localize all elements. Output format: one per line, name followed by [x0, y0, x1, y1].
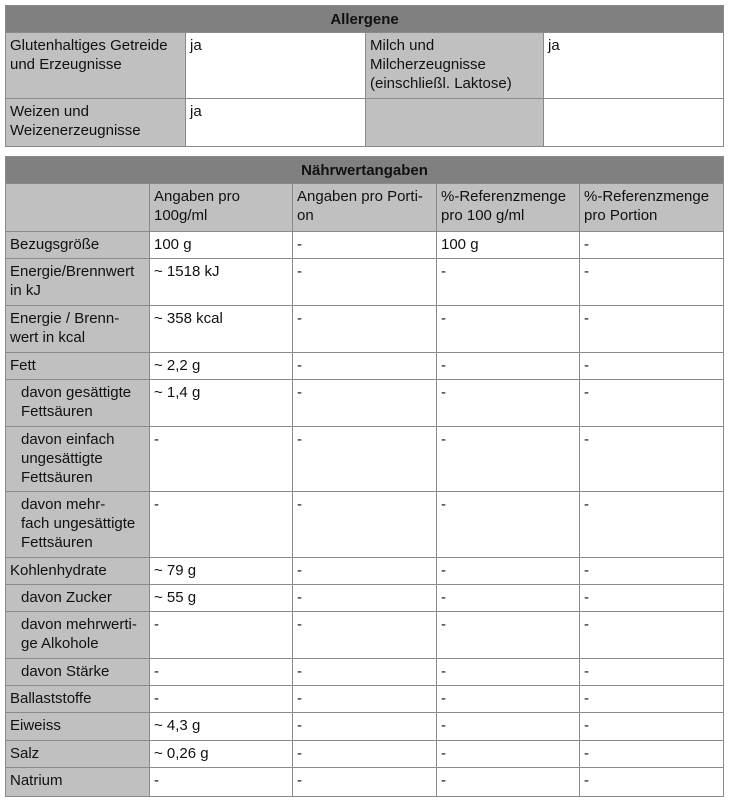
table-row	[6, 492, 724, 558]
allergen-value: ja	[544, 33, 724, 99]
nutrient-label: Energie / Brenn- wert in kcal	[6, 306, 150, 353]
nutrient-value: -	[150, 427, 293, 492]
nutrient-value: -	[437, 259, 580, 306]
nutrition-table	[5, 156, 724, 797]
nutrition-title: Nährwertangaben	[6, 157, 724, 184]
nutrient-value: -	[293, 427, 437, 492]
table-row	[6, 659, 724, 686]
allergen-label: Milch und Milcherzeugnisse (einschließl. Laktose)	[366, 33, 544, 99]
nutrient-label: Bezugsgröße	[6, 232, 150, 259]
nutrient-label: davon mehrwerti- ge Alkohole	[6, 612, 150, 659]
nutrient-value: -	[293, 741, 437, 768]
nutrient-value: ~ 358 kcal	[150, 306, 293, 353]
nutrient-label: davon gesättigte Fettsäuren	[6, 380, 150, 427]
nutrient-value: -	[150, 612, 293, 659]
nutrient-label: Eiweiss	[6, 713, 150, 741]
nutrient-value: ~ 2,2 g	[150, 353, 293, 380]
nutrient-value: 100 g	[437, 232, 580, 259]
nutrient-value: -	[437, 768, 580, 797]
table-row	[6, 259, 724, 306]
nutrient-value: -	[437, 612, 580, 659]
column-header: Angaben pro 100g/ml	[150, 184, 293, 232]
nutrient-value: -	[437, 585, 580, 612]
nutrient-value: -	[293, 306, 437, 353]
nutrient-value: -	[150, 686, 293, 713]
nutrient-value: ~ 79 g	[150, 558, 293, 585]
nutrient-value: -	[580, 427, 724, 492]
nutrient-value: -	[580, 659, 724, 686]
nutrient-value: -	[293, 686, 437, 713]
nutrient-label: davon Zucker	[6, 585, 150, 612]
nutrient-label: Salz	[6, 741, 150, 768]
allergen-label	[366, 99, 544, 147]
table-row	[6, 768, 724, 797]
nutrient-value: -	[150, 659, 293, 686]
table-row	[6, 558, 724, 585]
table-row	[6, 232, 724, 259]
nutrient-value: -	[437, 741, 580, 768]
nutrient-value: ~ 1518 kJ	[150, 259, 293, 306]
column-header: Angaben pro Porti- on	[293, 184, 437, 232]
nutrient-value: -	[150, 492, 293, 558]
nutrient-value: -	[580, 232, 724, 259]
nutrient-value: -	[293, 380, 437, 427]
allergen-table	[5, 5, 724, 147]
nutrient-value: -	[293, 558, 437, 585]
nutrient-label: davon einfach ungesättigte Fettsäuren	[6, 427, 150, 492]
nutrient-value: -	[437, 713, 580, 741]
nutrient-label: Fett	[6, 353, 150, 380]
nutrition-header-row	[6, 184, 724, 232]
table-row	[6, 741, 724, 768]
nutrient-value: -	[293, 353, 437, 380]
nutrient-value: -	[437, 686, 580, 713]
nutrient-value: -	[580, 741, 724, 768]
column-header: %-Referenzmenge pro Portion	[580, 184, 724, 232]
allergen-value	[544, 99, 724, 147]
table-row	[6, 686, 724, 713]
table-row	[6, 353, 724, 380]
nutrient-value: -	[293, 713, 437, 741]
allergen-label: Glutenhaltiges Getreide und Erzeugnisse	[6, 33, 186, 99]
nutrient-value: -	[580, 492, 724, 558]
nutrient-label: Kohlenhydrate	[6, 558, 150, 585]
nutrient-label: Natrium	[6, 768, 150, 797]
nutrient-value: -	[580, 306, 724, 353]
nutrient-value: ~ 1,4 g	[150, 380, 293, 427]
nutrient-value: -	[293, 492, 437, 558]
nutrient-value: 100 g	[150, 232, 293, 259]
nutrient-value: -	[580, 353, 724, 380]
allergen-title: Allergene	[6, 6, 724, 33]
nutrient-value: -	[580, 259, 724, 306]
nutrient-value: -	[580, 585, 724, 612]
nutrient-label: davon mehr- fach ungesättigte Fettsäuren	[6, 492, 150, 558]
nutrient-value: -	[580, 558, 724, 585]
nutrient-label: Ballaststoffe	[6, 686, 150, 713]
nutrient-value: -	[437, 492, 580, 558]
table-row	[6, 612, 724, 659]
nutrient-value: -	[437, 427, 580, 492]
nutrient-value: -	[293, 232, 437, 259]
nutrient-value: -	[293, 259, 437, 306]
nutrient-value: -	[293, 585, 437, 612]
nutrient-label: davon Stärke	[6, 659, 150, 686]
nutrient-value: -	[580, 612, 724, 659]
allergen-value: ja	[186, 99, 366, 147]
column-header	[6, 184, 150, 232]
nutrient-value: -	[580, 380, 724, 427]
table-row	[6, 427, 724, 492]
nutrient-value: -	[293, 659, 437, 686]
nutrient-value: ~ 4,3 g	[150, 713, 293, 741]
nutrient-value: ~ 0,26 g	[150, 741, 293, 768]
table-row	[6, 585, 724, 612]
nutrient-value: -	[437, 306, 580, 353]
nutrient-value: -	[437, 353, 580, 380]
nutrient-value: -	[437, 380, 580, 427]
column-header: %-Referenzmenge pro 100 g/ml	[437, 184, 580, 232]
nutrient-value: -	[580, 686, 724, 713]
allergen-value: ja	[186, 33, 366, 99]
allergen-label: Weizen und Weizenerzeugnisse	[6, 99, 186, 147]
nutrient-value: -	[293, 768, 437, 797]
table-row	[6, 380, 724, 427]
nutrient-value: -	[580, 713, 724, 741]
nutrient-value: -	[293, 612, 437, 659]
nutrient-value: -	[437, 558, 580, 585]
nutrient-value: -	[437, 659, 580, 686]
nutrient-value: -	[580, 768, 724, 797]
nutrient-value: -	[150, 768, 293, 797]
table-row	[6, 713, 724, 741]
nutrient-label: Energie/Brennwert in kJ	[6, 259, 150, 306]
table-row	[6, 306, 724, 353]
nutrient-value: ~ 55 g	[150, 585, 293, 612]
